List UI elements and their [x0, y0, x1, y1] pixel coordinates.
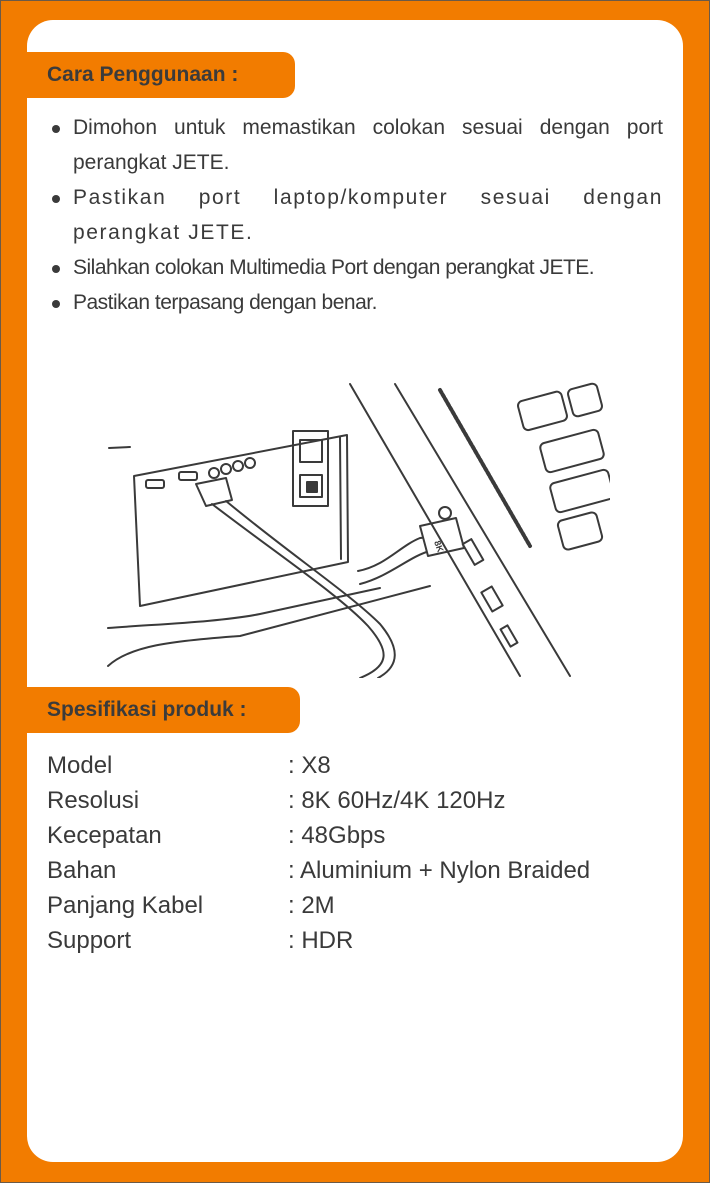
usage-heading-text: Cara Penggunaan : [47, 63, 239, 86]
cable-connection-illustration [100, 376, 610, 678]
spec-table [47, 748, 667, 958]
spec-row [47, 783, 667, 818]
spec-row [47, 818, 667, 853]
spec-key: Bahan [47, 857, 117, 884]
spec-row [47, 923, 667, 958]
spec-heading-text: Spesifikasi produk : [47, 698, 247, 721]
keyboard-icon [517, 383, 610, 551]
spec-value: : 2M [288, 892, 335, 919]
content-card [27, 20, 683, 1162]
usage-heading [27, 52, 295, 98]
spec-value: : Aluminium + Nylon Braided [288, 857, 591, 884]
spec-row [47, 888, 667, 923]
usage-step: Dimohon untuk memastikan colokan sesuai dengan port perangkat JETE. [27, 110, 663, 180]
laptop-ethernet-port-icon [481, 586, 502, 611]
usage-step: Pastikan port laptop/komputer sesuai dengan perangkat JETE. [27, 180, 663, 250]
spec-key: Support [47, 927, 132, 954]
spec-value: : 8K 60Hz/4K 120Hz [288, 787, 506, 814]
spec-value: : X8 [288, 752, 331, 779]
laptop-hdmi-port-icon [463, 539, 484, 565]
spec-row [47, 853, 667, 888]
spec-key: Panjang Kabel [47, 892, 204, 919]
spec-value: : HDR [288, 927, 354, 954]
usage-step: Silahkan colokan Multimedia Port dengan perangkat JETE. [27, 250, 663, 285]
spec-key: Model [47, 752, 113, 779]
usage-steps-list [27, 110, 663, 320]
monitor-panel [108, 431, 430, 666]
cable-label: 8K [432, 539, 446, 554]
spec-key: Resolusi [47, 787, 140, 814]
spec-row [47, 748, 667, 783]
laptop-usb-port-icon [501, 625, 518, 646]
usage-step: Pastikan terpasang dengan benar. [27, 285, 663, 320]
spec-heading [27, 687, 300, 733]
laptop [350, 383, 610, 676]
spec-value: : 48Gbps [288, 822, 386, 849]
laptop-port-icon [439, 507, 451, 519]
spec-key: Kecepatan [47, 822, 162, 849]
